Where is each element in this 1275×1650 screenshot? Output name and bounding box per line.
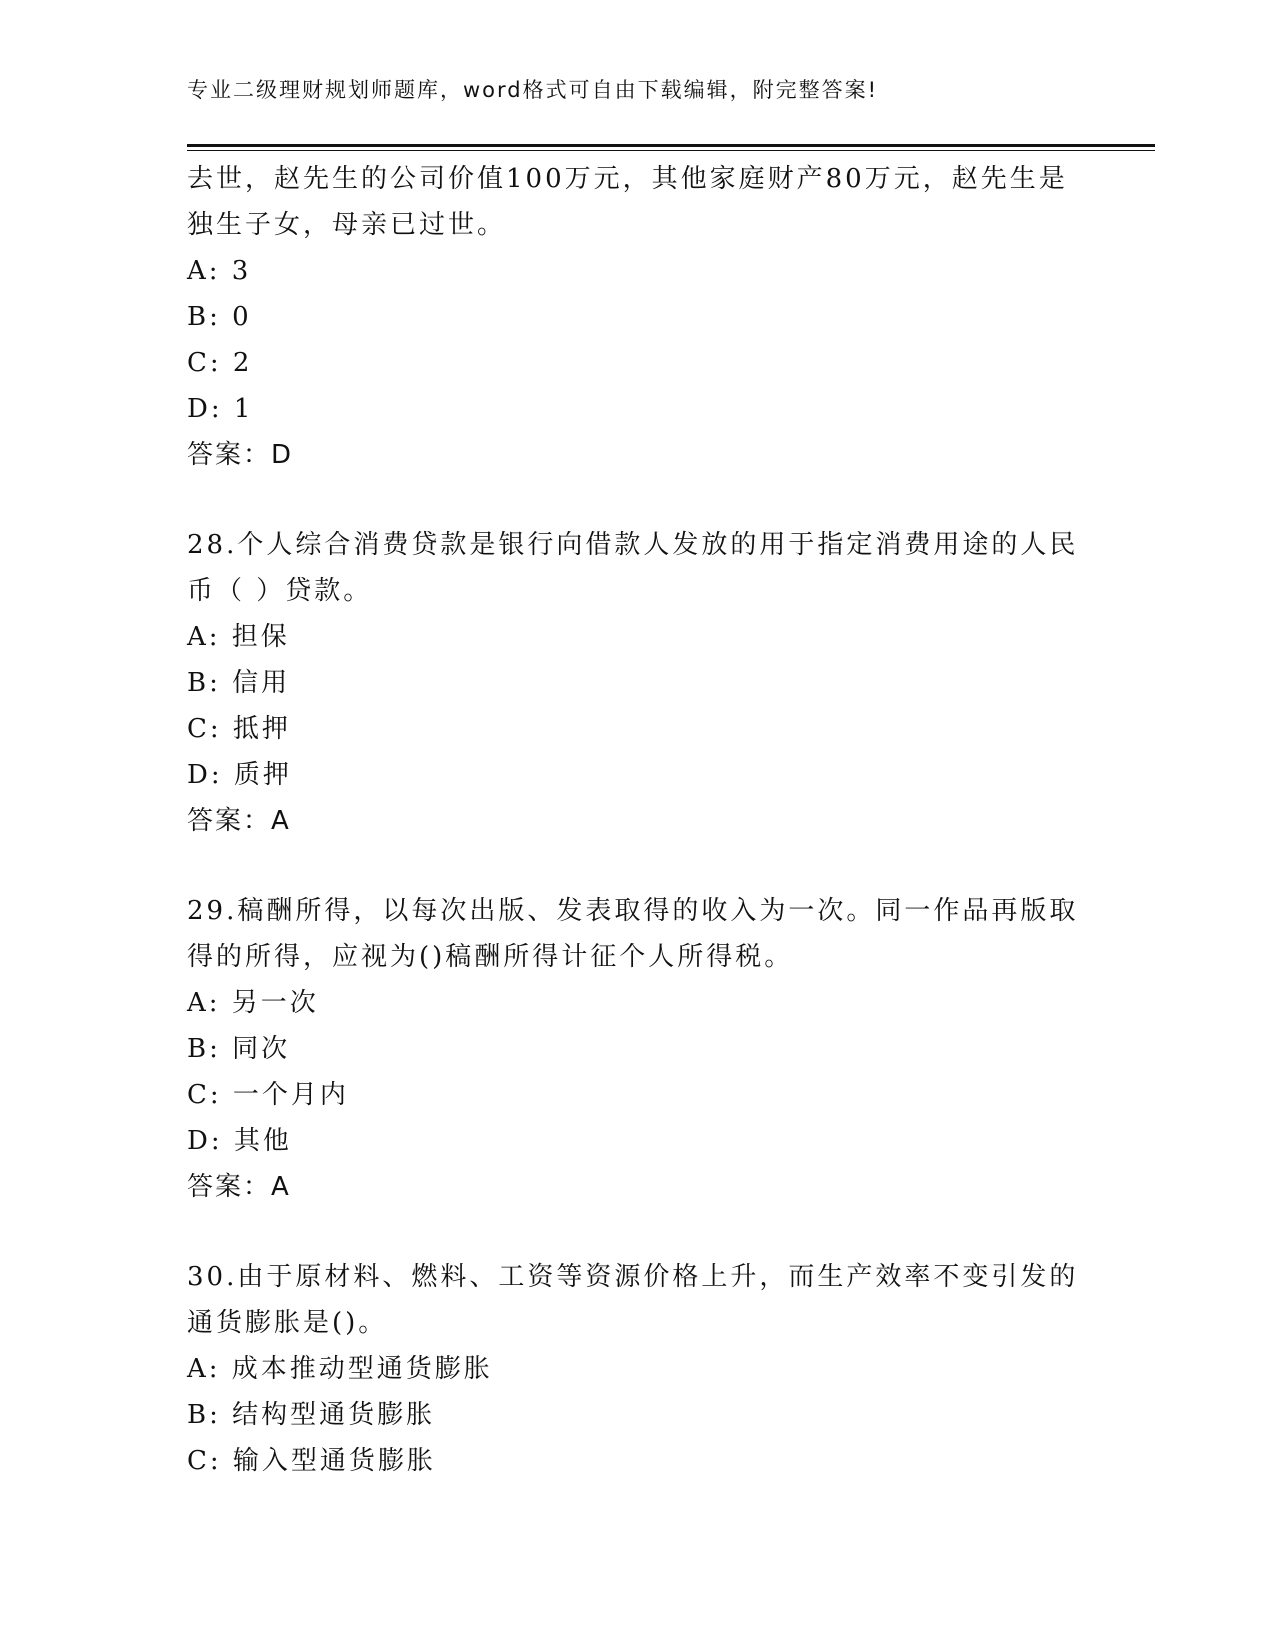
answer: 答案：D bbox=[187, 440, 294, 470]
question-stem-line: 28.个人综合消费贷款是银行向借款人发放的用于指定消费用途的人民 bbox=[187, 530, 1079, 560]
option-c: C: 抵押 bbox=[187, 714, 291, 744]
question-block bbox=[187, 1254, 1087, 1484]
option-b: B: 同次 bbox=[187, 1034, 291, 1064]
option-a: A: 担保 bbox=[187, 622, 290, 652]
question-stem-line: 币（ ）贷款。 bbox=[187, 576, 373, 606]
question-block bbox=[187, 888, 1087, 1210]
answer: 答案：A bbox=[187, 1172, 291, 1202]
option-a: A: 成本推动型通货膨胀 bbox=[187, 1354, 493, 1384]
question-content bbox=[187, 156, 1087, 1484]
option-a: A: 3 bbox=[187, 256, 252, 286]
header-rule-thick bbox=[187, 144, 1155, 147]
question-stem-line: 独生子女，母亲已过世。 bbox=[187, 210, 507, 240]
header-rule-thin bbox=[187, 150, 1155, 151]
question-block bbox=[187, 522, 1087, 844]
question-stem-line: 去世，赵先生的公司价值100万元，其他家庭财产80万元，赵先生是 bbox=[187, 164, 1068, 194]
question-stem-line: 通货膨胀是()。 bbox=[187, 1308, 388, 1338]
question-stem-line: 29.稿酬所得，以每次出版、发表取得的收入为一次。同一作品再版取 bbox=[187, 896, 1079, 926]
page-header: 专业二级理财规划师题库，word格式可自由下载编辑，附完整答案! bbox=[187, 78, 879, 102]
option-d: D: 1 bbox=[187, 394, 254, 424]
question-block bbox=[187, 156, 1087, 478]
option-b: B: 结构型通货膨胀 bbox=[187, 1400, 436, 1430]
option-d: D: 其他 bbox=[187, 1126, 292, 1156]
answer: 答案：A bbox=[187, 806, 291, 836]
option-a: A: 另一次 bbox=[187, 988, 319, 1018]
option-c: C: 一个月内 bbox=[187, 1080, 349, 1110]
option-d: D: 质押 bbox=[187, 760, 292, 790]
option-b: B: 0 bbox=[187, 302, 252, 332]
question-stem-line: 30.由于原材料、燃料、工资等资源价格上升，而生产效率不变引发的 bbox=[187, 1262, 1079, 1292]
question-stem-line: 得的所得，应视为()稿酬所得计征个人所得税。 bbox=[187, 942, 794, 972]
option-c: C: 2 bbox=[187, 348, 253, 378]
option-c: C: 输入型通货膨胀 bbox=[187, 1446, 436, 1476]
option-b: B: 信用 bbox=[187, 668, 291, 698]
